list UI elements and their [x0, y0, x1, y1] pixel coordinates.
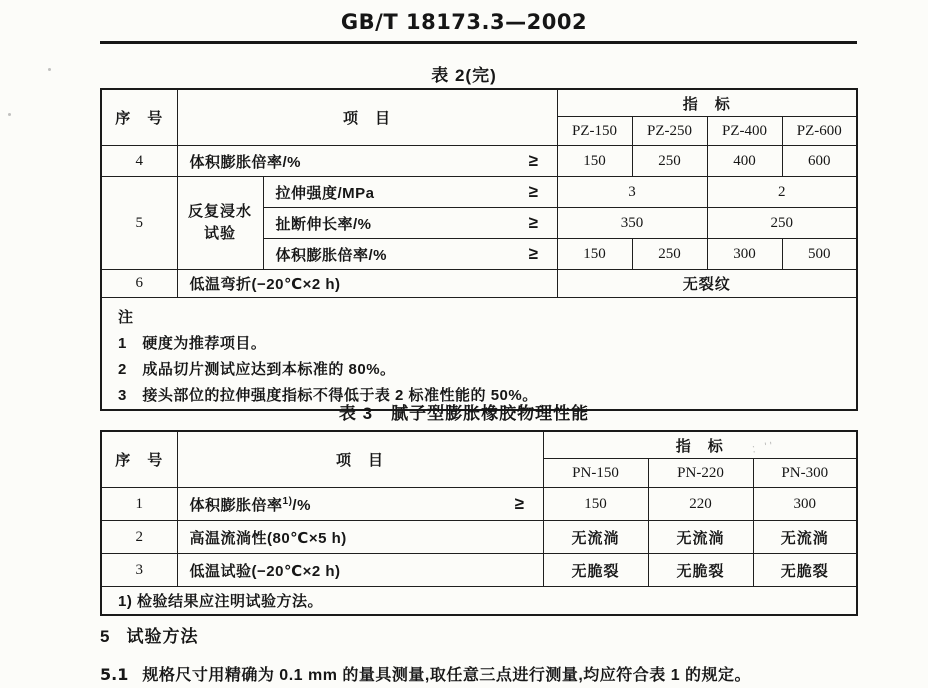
- t3-row2-value-2: 无流淌: [648, 521, 753, 554]
- row6-value: 无裂纹: [557, 270, 857, 298]
- row5-sub2-right: 250: [707, 208, 857, 239]
- gte-symbol: ≥: [528, 213, 539, 232]
- notes-label: 注: [118, 309, 134, 326]
- row5-sub3-value-4: 500: [782, 239, 857, 270]
- row5-sub2-left: 350: [557, 208, 707, 239]
- row4-no: 4: [101, 146, 177, 177]
- row4-value-3: 400: [707, 146, 782, 177]
- table3-model-pn220: PN-220: [648, 459, 753, 488]
- t3-row1-value-3: 300: [753, 488, 857, 521]
- t3-row2-item: [177, 521, 543, 554]
- table3-col-index: 指 标: [543, 431, 857, 459]
- row4-value-2: 250: [632, 146, 707, 177]
- table2-header-row1: [101, 89, 857, 117]
- table3: [100, 430, 858, 616]
- table3-caption-title: 腻子型膨胀橡胶物理性能: [391, 404, 590, 423]
- clause-number: 5.1: [100, 665, 129, 684]
- row5-sub3-item: [263, 239, 557, 270]
- row5-sub2-item: [263, 208, 557, 239]
- table3-model-pn300: PN-300: [753, 459, 857, 488]
- row6-item: [177, 270, 557, 298]
- t3-row1-no: 1: [101, 488, 177, 521]
- t3-row1-value-2: 220: [648, 488, 753, 521]
- row4-value-1: 150: [557, 146, 632, 177]
- row4-item-label: 体积膨胀倍率/%: [189, 153, 302, 171]
- t3-row1-value-1: 150: [543, 488, 648, 521]
- note-item-3: 3 接头部位的拉伸强度指标不得低于表 2 标准性能的 50%。: [118, 387, 538, 404]
- row5-sub3-value-3: 300: [707, 239, 782, 270]
- row4-value-4: 600: [782, 146, 857, 177]
- row5-sub3-value-2: 250: [632, 239, 707, 270]
- table2-col-index: 指 标: [557, 89, 857, 117]
- table3-row1: [101, 488, 857, 521]
- t3-row2-label: 高温流淌性(80℃×5 h): [189, 529, 347, 547]
- table3-col-item: 项 目: [177, 431, 543, 488]
- table2-caption: 表 2(完): [431, 66, 497, 85]
- table3-model-pn150: PN-150: [543, 459, 648, 488]
- table2-col-item: 项 目: [177, 89, 557, 146]
- row5-sub1-right: 2: [707, 177, 857, 208]
- table2-row4: [101, 146, 857, 177]
- row5-sub1-label: 拉伸强度/MPa: [275, 184, 375, 202]
- table3-header-row1: [101, 431, 857, 459]
- gte-symbol: ≥: [528, 151, 539, 170]
- t3-row1-item: [177, 488, 543, 521]
- table2-model-pz150: PZ-150: [557, 117, 632, 146]
- gte-symbol: ≥: [514, 494, 525, 513]
- row5-group-line1: 反复浸水: [187, 203, 252, 220]
- table3-footnote: 1) 检验结果应注明试验方法。: [101, 587, 857, 616]
- section-5-heading: [100, 622, 198, 647]
- table2-notes: [101, 298, 857, 411]
- table2-row6: [101, 270, 857, 298]
- row5-group-line2: 试验: [203, 225, 236, 242]
- row5-sub3-value-1: 150: [557, 239, 632, 270]
- scan-smudge: : '': [751, 438, 777, 456]
- table3-caption-label: 表 3: [338, 404, 374, 423]
- table2-notes-row: [101, 298, 857, 411]
- clause-text: 规格尺寸用精确为 0.1 mm 的量具测量,取任意三点进行测量,均应符合表 1 的规定。: [142, 667, 752, 684]
- table2-model-pz250: PZ-250: [632, 117, 707, 146]
- t3-row2-no: 2: [101, 521, 177, 554]
- row4-item: [177, 146, 557, 177]
- table3-row2: [101, 521, 857, 554]
- table2-model-pz400: PZ-400: [707, 117, 782, 146]
- row6-item-label: 低温弯折(−20℃×2 h): [189, 276, 341, 293]
- gte-symbol: ≥: [528, 244, 539, 263]
- standard-number: GB/T 18173.3—2002: [340, 10, 588, 34]
- scan-speck: [8, 113, 11, 116]
- t3-row3-value-1: 无脆裂: [543, 554, 648, 587]
- table3-row3: [101, 554, 857, 587]
- row6-no: 6: [101, 270, 177, 298]
- table2-row5-sub1: [101, 177, 857, 208]
- t3-row3-value-3: 无脆裂: [753, 554, 857, 587]
- row5-sub3-label: 体积膨胀倍率/%: [275, 246, 388, 264]
- scan-speck: [48, 68, 51, 71]
- table3-col-seq: 序 号: [101, 431, 177, 488]
- row5-sub2-label: 扯断伸长率/%: [275, 215, 372, 233]
- row5-sub1-left: 3: [557, 177, 707, 208]
- table3-footnote-row: [101, 587, 857, 616]
- gte-symbol: ≥: [528, 182, 539, 201]
- table3-caption: [0, 399, 928, 424]
- t3-row3-label: 低温试验(−20℃×2 h): [189, 562, 341, 580]
- t3-row3-no: 3: [101, 554, 177, 587]
- header-rule: [100, 41, 857, 44]
- t3-row3-item: [177, 554, 543, 587]
- table2-model-pz600: PZ-600: [782, 117, 857, 146]
- note-item-1: 1 硬度为推荐项目。: [118, 335, 267, 352]
- footnote-ref: 1): [282, 495, 293, 507]
- clause-5-1: [100, 662, 751, 685]
- table2-col-seq: 序 号: [101, 89, 177, 146]
- row5-group: [177, 177, 263, 270]
- row5-sub1-item: [263, 177, 557, 208]
- t3-row3-value-2: 无脆裂: [648, 554, 753, 587]
- t3-row2-value-3: 无流淌: [753, 521, 857, 554]
- row5-no: 5: [101, 177, 177, 270]
- section-number: 5: [100, 627, 111, 646]
- t3-row2-value-1: 无流淌: [543, 521, 648, 554]
- table2: [100, 88, 858, 411]
- t3-row1-label: 体积膨胀倍率$^{1)}$/%: [189, 495, 311, 514]
- section-title: 试验方法: [126, 627, 199, 646]
- note-item-2: 2 成品切片测试应达到本标准的 80%。: [118, 361, 396, 378]
